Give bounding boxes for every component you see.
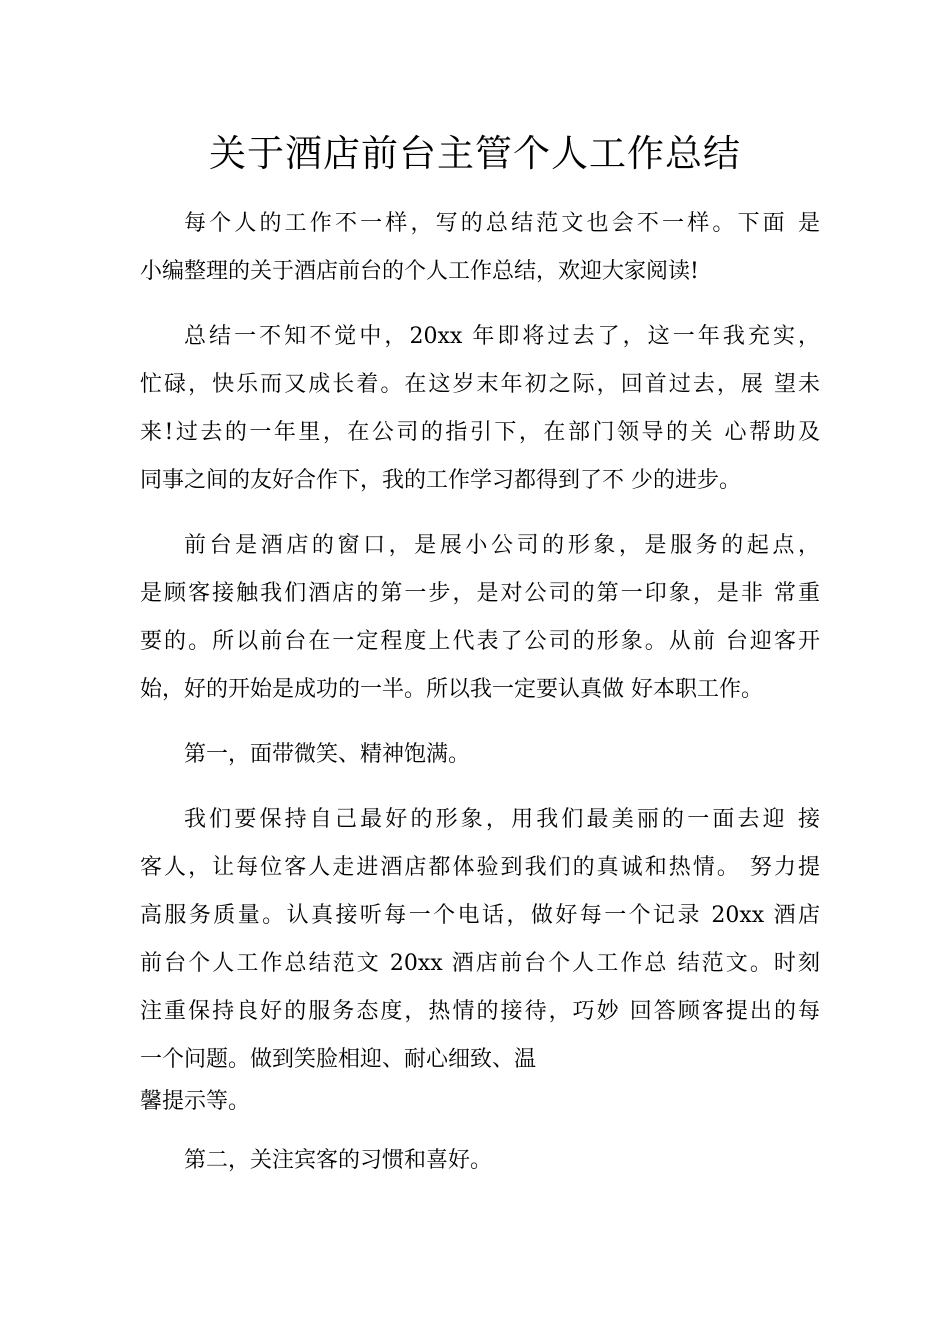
text-line: 前台是酒店的窗口，是展小公司的形象，是服务的起点， (184, 533, 820, 558)
paragraph-image (140, 796, 820, 1120)
text-line: 始，好的开始是成功的一半。所以我一定要认真做 好本职工作。 (140, 677, 763, 702)
text-line: 小编整理的关于酒店前台的个人工作总结，欢迎大家阅读! (140, 259, 699, 284)
text-line: 客人，让每位客人走进酒店都体验到我们的真诚和热情。 努力提 (140, 855, 820, 880)
text-line: 忙碌，快乐而又成长着。在这岁末年初之际，回首过去，展 望未 (140, 372, 820, 397)
text-line: 是顾客接触我们酒店的第一步，是对公司的第一印象，是非 常重 (140, 581, 820, 606)
text-line: 一个问题。做到笑脸相迎、耐心细致、温 (140, 1047, 537, 1072)
text-line: 我们要保持自己最好的形象，用我们最美丽的一面去迎 接 (184, 807, 820, 832)
text-line: 馨提示等。 (140, 1089, 251, 1114)
text-line: 高服务质量。认真接听每一个电话，做好每一个记录 20xx 酒店 (140, 903, 820, 928)
text-line: 同事之间的友好合作下，我的工作学习都得到了不 少的进步。 (140, 468, 741, 493)
text-line: 来!过去的一年里，在公司的指引下，在部门领导的关 心帮助及 (140, 420, 820, 445)
paragraph-intro (140, 200, 820, 296)
text-line: 第一，面带微笑、精神饱满。 (184, 742, 471, 767)
document-title: 关于酒店前台主管个人工作总结 (209, 132, 741, 175)
document-body (140, 200, 820, 1202)
text-line: 总结一不知不觉中，20xx 年即将过去了，这一年我充实， (184, 324, 820, 349)
paragraph-front-desk (140, 522, 820, 714)
paragraph-summary (140, 313, 820, 505)
text-line: 每个人的工作不一样，写的总结范文也会不一样。下面 是 (184, 211, 820, 236)
paragraph-point-one (140, 731, 820, 779)
text-line: 要的。所以前台在一定程度上代表了公司的形象。从前 台迎客开 (140, 629, 820, 654)
text-line: 注重保持良好的服务态度，热情的接待，巧妙 回答顾客提出的每 (140, 999, 820, 1024)
paragraph-point-two (140, 1137, 820, 1185)
text-line: 第二，关注宾客的习惯和喜好。 (184, 1148, 493, 1173)
text-line: 前台个人工作总结范文 20xx 酒店前台个人工作总 结范文。时刻 (140, 951, 820, 976)
